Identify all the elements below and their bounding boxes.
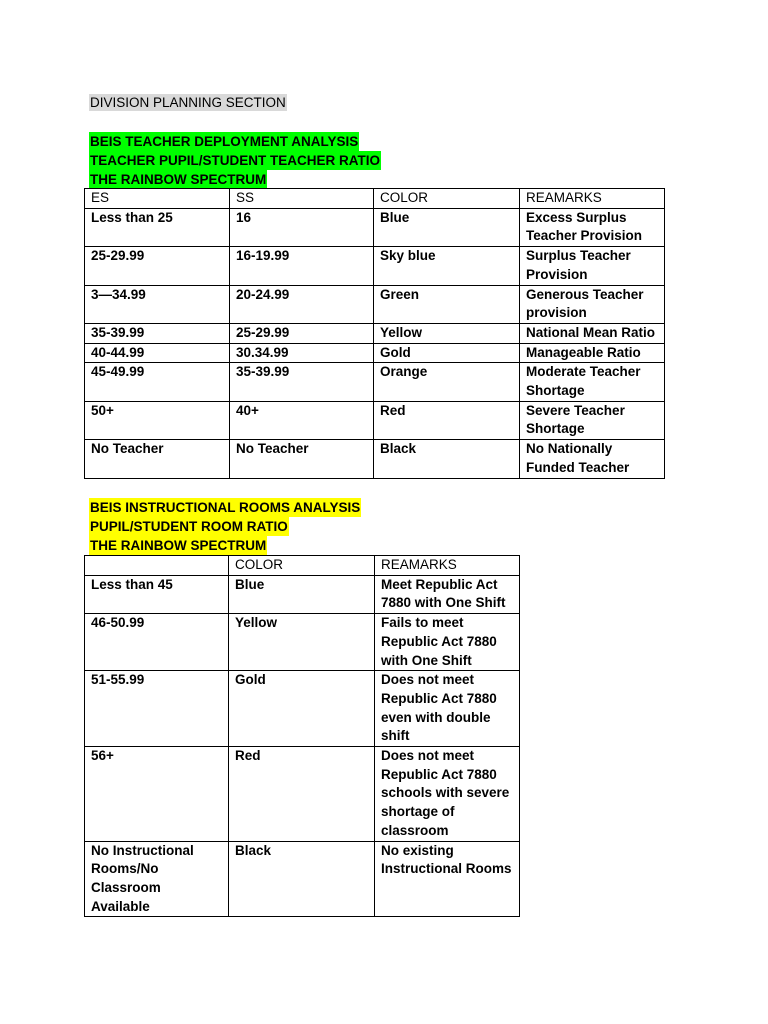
table-cell: Black: [229, 841, 375, 917]
table-cell: 46-50.99: [85, 614, 229, 671]
table-cell: No Nationally Funded Teacher: [520, 440, 665, 478]
section-label: [89, 94, 287, 112]
table-cell: 16-19.99: [230, 247, 374, 285]
table-cell: Green: [374, 285, 520, 323]
table-row: [85, 841, 520, 917]
table-cell: Sky blue: [374, 247, 520, 285]
table-cell: No Instructional Rooms/No Classroom Available: [85, 841, 229, 917]
table-header-row: [85, 189, 665, 209]
heading-line: BEIS TEACHER DEPLOYMENT ANALYSIS: [90, 134, 359, 149]
table-cell: Excess Surplus Teacher Provision: [520, 208, 665, 246]
table-cell: 45-49.99: [85, 363, 230, 401]
table-row: [85, 363, 665, 401]
table-cell: 30.34.99: [230, 343, 374, 363]
heading-line: THE RAINBOW SPECTRUM: [90, 172, 267, 187]
table-cell: Orange: [374, 363, 520, 401]
table-row: [85, 323, 665, 343]
table-cell: Severe Teacher Shortage: [520, 401, 665, 439]
column-header: COLOR: [229, 556, 375, 576]
table-cell: 20-24.99: [230, 285, 374, 323]
table-cell: Gold: [374, 343, 520, 363]
teacher-ratio-table: [84, 188, 665, 479]
table-row: [85, 440, 665, 478]
table-cell: 35-39.99: [85, 323, 230, 343]
table-row: [85, 343, 665, 363]
table-row: [85, 247, 665, 285]
column-header: SS: [230, 189, 374, 209]
table-cell: Generous Teacher provision: [520, 285, 665, 323]
table-cell: Fails to meet Republic Act 7880 with One Shift: [375, 614, 520, 671]
table-cell: No Teacher: [230, 440, 374, 478]
table-cell: Blue: [374, 208, 520, 246]
table-cell: Surplus Teacher Provision: [520, 247, 665, 285]
table-cell: National Mean Ratio: [520, 323, 665, 343]
table-cell: 25-29.99: [85, 247, 230, 285]
table-cell: Moderate Teacher Shortage: [520, 363, 665, 401]
table-cell: 56+: [85, 747, 229, 842]
column-header: REAMARKS: [520, 189, 665, 209]
table-cell: Yellow: [229, 614, 375, 671]
table-row: [85, 747, 520, 842]
table-cell: Less than 45: [85, 575, 229, 613]
table-cell: No Teacher: [85, 440, 230, 478]
table-cell: Black: [374, 440, 520, 478]
table-cell: 40+: [230, 401, 374, 439]
table-cell: Manageable Ratio: [520, 343, 665, 363]
table-row: [85, 671, 520, 747]
table-cell: Gold: [229, 671, 375, 747]
heading-line: PUPIL/STUDENT ROOM RATIO: [90, 519, 288, 534]
rooms-analysis-heading: [89, 498, 361, 555]
table-row: [85, 285, 665, 323]
table-cell: Red: [229, 747, 375, 842]
teacher-analysis-heading: [89, 132, 381, 189]
heading-line: BEIS INSTRUCTIONAL ROOMS ANALYSIS: [90, 500, 361, 515]
table-cell: Blue: [229, 575, 375, 613]
table-cell: Red: [374, 401, 520, 439]
heading-line: THE RAINBOW SPECTRUM: [90, 538, 267, 553]
heading-line: TEACHER PUPIL/STUDENT TEACHER RATIO: [90, 153, 381, 168]
table-cell: Yellow: [374, 323, 520, 343]
table-cell: 51-55.99: [85, 671, 229, 747]
section-label-text: DIVISION PLANNING SECTION: [90, 95, 286, 110]
table-cell: Less than 25: [85, 208, 230, 246]
table-cell: 50+: [85, 401, 230, 439]
table-cell: 3—34.99: [85, 285, 230, 323]
table-cell: Meet Republic Act 7880 with One Shift: [375, 575, 520, 613]
column-header: REAMARKS: [375, 556, 520, 576]
table-cell: 40-44.99: [85, 343, 230, 363]
table-cell: 25-29.99: [230, 323, 374, 343]
table-cell: 16: [230, 208, 374, 246]
table-header-row: [85, 556, 520, 576]
table-cell: Does not meet Republic Act 7880 schools with severe shortage of classroom: [375, 747, 520, 842]
table-row: [85, 575, 520, 613]
table-cell: No existing Instructional Rooms: [375, 841, 520, 917]
column-header: [85, 556, 229, 576]
room-ratio-table: [84, 555, 520, 917]
table-row: [85, 208, 665, 246]
table-cell: 35-39.99: [230, 363, 374, 401]
table-row: [85, 401, 665, 439]
column-header: ES: [85, 189, 230, 209]
column-header: COLOR: [374, 189, 520, 209]
table-row: [85, 614, 520, 671]
table-cell: Does not meet Republic Act 7880 even with double shift: [375, 671, 520, 747]
